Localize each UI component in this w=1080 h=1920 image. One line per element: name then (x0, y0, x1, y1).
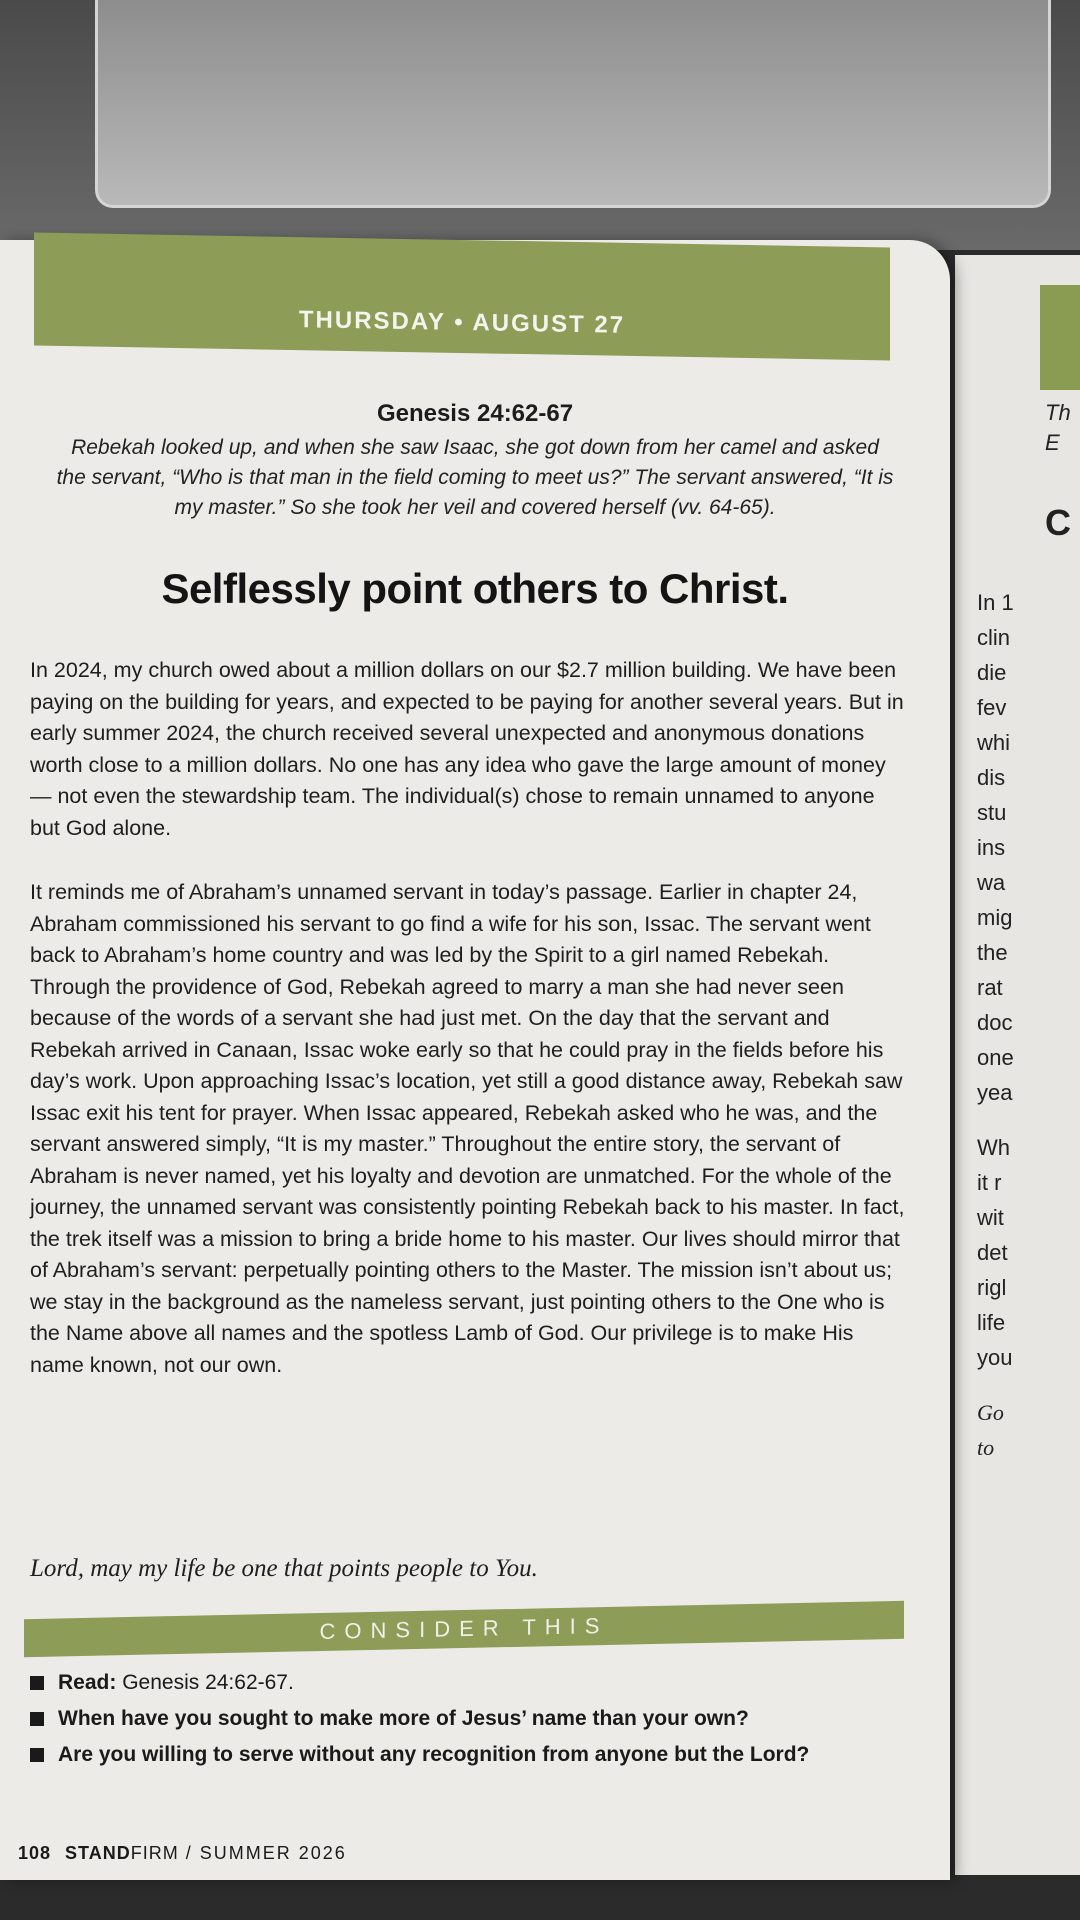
facing-fragment: whi (977, 730, 1011, 755)
device-edge (95, 0, 1051, 208)
list-item-bold: Read: (58, 1671, 117, 1694)
consider-list (30, 1665, 910, 1773)
facing-fragment: life (977, 1310, 1006, 1335)
facing-fragment: fev (977, 695, 1007, 720)
facing-fragment: the (977, 940, 1008, 965)
date-banner (34, 233, 890, 361)
facing-fragment: stu (977, 800, 1007, 825)
facing-fragment: C (1045, 502, 1071, 543)
bullet-square-icon (30, 1712, 44, 1726)
brand-rest: FIRM (130, 1843, 179, 1863)
body-paragraph: In 2024, my church owed about a million dollars on our $2.7 million building. We have been paying on the building for years, and expected to be paying for another several years. But in early summer 2024, the church received several unexpected and anonymous donations worth close to a million dollars. No one has any idea who gave the large amount of money — not even the stewardship team. The individual(s) chose to remain unnamed to anyone but God alone. (30, 658, 904, 840)
facing-fragment: dis (977, 765, 1006, 790)
list-item-bold: Are you willing to serve without any recognition from anyone but the Lord? (58, 1743, 810, 1766)
facing-fragment: wit (977, 1205, 1004, 1230)
date-label: THURSDAY • AUGUST 27 (298, 306, 626, 339)
facing-fragment: to (977, 1435, 995, 1460)
devotional-page (0, 240, 950, 1880)
facing-fragment: In 1 (977, 590, 1014, 615)
facing-fragment: E (1045, 430, 1060, 455)
facing-page (955, 255, 1080, 1875)
bullet-square-icon (30, 1748, 44, 1762)
facing-fragment: ins (977, 835, 1006, 860)
list-item-text: Genesis 24:62-67. (116, 1671, 294, 1694)
consider-title: CONSIDER THIS (319, 1612, 609, 1645)
facing-fragment: mig (977, 905, 1013, 930)
facing-fragment: rigl (977, 1275, 1007, 1300)
list-item (30, 1737, 910, 1773)
edition-label: / SUMMER 2026 (178, 1843, 347, 1863)
devotional-body (30, 655, 910, 1414)
facing-fragment: Th (1045, 400, 1071, 425)
facing-fragment: it r (977, 1170, 1002, 1195)
facing-fragment: Go (977, 1400, 1004, 1425)
facing-fragment: die (977, 660, 1007, 685)
list-item (30, 1665, 910, 1701)
facing-fragment: yea (977, 1080, 1013, 1105)
facing-fragment: det (977, 1240, 1008, 1265)
facing-fragment: wa (977, 870, 1006, 895)
bullet-square-icon (30, 1676, 44, 1690)
facing-fragment: rat (977, 975, 1003, 1000)
facing-page-banner (1040, 285, 1080, 390)
facing-fragment: clin (977, 625, 1011, 650)
facing-fragment: one (977, 1045, 1014, 1070)
page-footer (18, 1843, 347, 1864)
facing-fragment: Wh (977, 1135, 1010, 1160)
scripture-verse: Rebekah looked up, and when she saw Isaac, she got down from her camel and asked the servant, “Who is that man in the field coming to meet us?” The servant answered, “It is my master.” So she took her veil and covered herself (vv. 64-65). (56, 436, 894, 519)
list-item-bold: When have you sought to make more of Jesus’ name than your own? (58, 1707, 749, 1730)
prayer-line: Lord, may my life be one that points people to You. (30, 1555, 538, 1582)
brand-bold: STAND (65, 1843, 131, 1863)
facing-fragment: doc (977, 1010, 1013, 1035)
consider-banner (24, 1601, 904, 1657)
facing-fragment: you (977, 1345, 1013, 1370)
body-paragraph: It reminds me of Abraham’s unnamed servant in today’s passage. Earlier in chapter 24, Abraham commissioned his servant to go find a wife for his son, Issac. The servant went back to Abraham’s home country and was led by the Spirit to a girl named Rebekah. Through the providence of God, Rebekah agreed to marry a man she had never seen because of the words of a servant she had just met. On the day that the servant and Rebekah arrived in Canaan, Issac woke early so that he could pray in the fields before his day’s work. Upon approaching Issac’s location, yet still a good distance away, Rebekah saw Issac exit his tent for prayer. When Issac appeared, Rebekah asked who he was, and the servant answered simply, “It is my master.” Throughout the entire story, the servant of Abraham is never named, yet his loyalty and devotion are unmatched. For the whole of the journey, the unnamed servant was consistently pointing Rebekah back to his master. In fact, the trek itself was a mission to bring a bride home to his master. Our lives should mirror that of Abraham’s servant: perpetually pointing others to the Master. The mission isn’t about us; we stay in the background as the nameless servant, just pointing others to the One who is the Name above all names and the spotless Lamb of God. Our privilege is to make His name known, not our own. (30, 880, 905, 1377)
list-item (30, 1701, 910, 1737)
page-number: 108 (18, 1843, 52, 1863)
page-title: Selflessly point others to Christ. (161, 565, 789, 612)
scripture-reference: Genesis 24:62-67 (376, 400, 574, 427)
